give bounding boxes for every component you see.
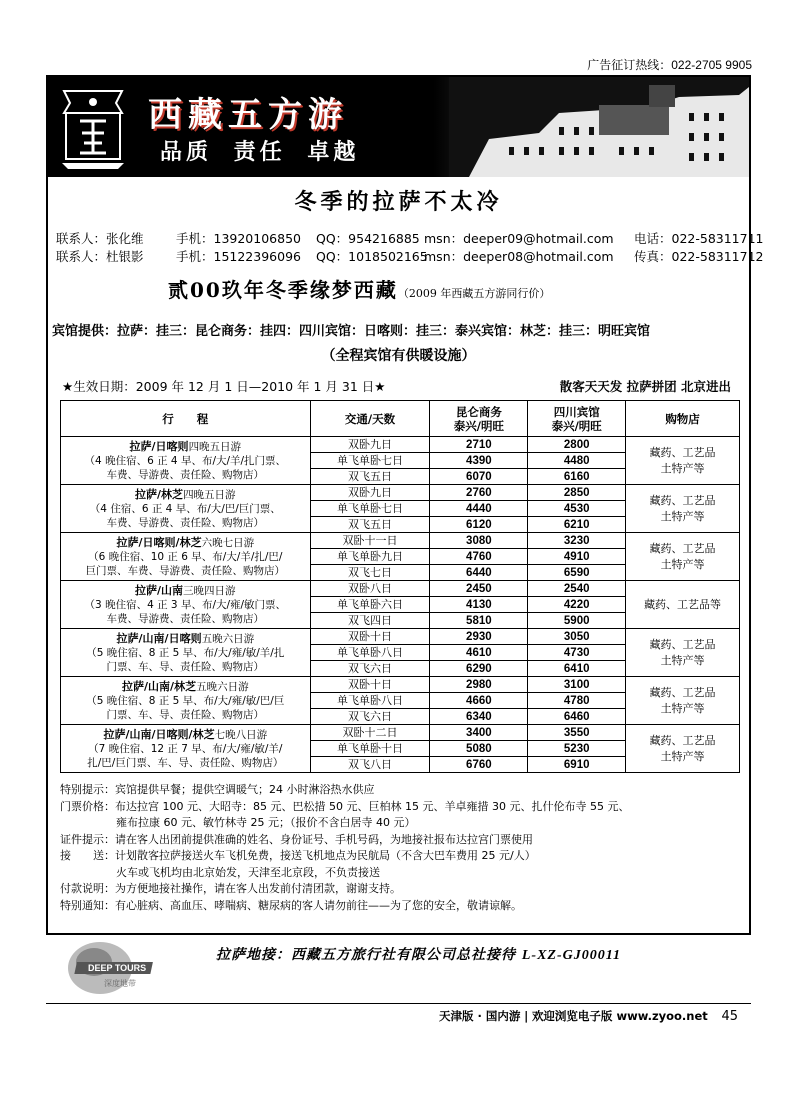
header-kunlun-line2: 泰兴/明旺	[453, 418, 504, 433]
price-kunlun: 2930	[430, 629, 528, 645]
route-title	[65, 584, 306, 598]
note-ticket: 门票价格：布达拉宫 100 元、大昭寺：85 元、巴松措 50 元、巨柏林 15 元、羊卓雍措 30 元、扎什伦布寺 55 元、	[60, 799, 630, 813]
shop-line: 藏药、工艺品	[649, 685, 716, 699]
price-sichuan: 2850	[528, 485, 626, 501]
banner-title: 西藏五方游	[148, 95, 348, 135]
transport-days: 单飞单卧六日	[310, 597, 430, 613]
contact-qq: QQ：1018502165	[316, 249, 428, 264]
table-row	[61, 485, 740, 501]
price-kunlun: 3080	[430, 533, 528, 549]
footer-slogan: 欢迎浏览电子版 www.zyoo.net	[531, 1009, 708, 1023]
route-includes-cont: 巨门票、车费、导游费、责任险、购物店）	[85, 564, 286, 577]
table-row	[61, 725, 740, 741]
header-shop: 购物店	[626, 401, 740, 437]
price-sichuan: 6910	[528, 757, 626, 773]
contact-mobile: 手机：13920106850	[176, 231, 301, 246]
price-sichuan: 4910	[528, 549, 626, 565]
transport-days: 单飞单卧七日	[310, 501, 430, 517]
notes-section	[60, 782, 740, 914]
banner	[48, 77, 749, 177]
price-kunlun: 6340	[430, 709, 528, 725]
transport-days: 单飞单卧八日	[310, 645, 430, 661]
transport-days: 双卧十二日	[310, 725, 430, 741]
shop-info	[626, 437, 740, 485]
route-includes-cont: 门票、车、导、责任险、购物店）	[106, 660, 265, 673]
route-name: 拉萨/山南/日喀则/林芝	[103, 727, 215, 741]
price-sichuan: 3550	[528, 725, 626, 741]
transport-days: 双飞五日	[310, 469, 430, 485]
route-duration: 五晚六日游	[201, 632, 255, 645]
page-number: 45	[721, 1009, 738, 1024]
route-title	[65, 440, 306, 454]
price-kunlun: 6290	[430, 661, 528, 677]
route-description	[61, 629, 311, 677]
price-kunlun: 4760	[430, 549, 528, 565]
shop-line: 藏药、工艺品	[649, 493, 716, 507]
shop-line-cont: 土特产等	[660, 653, 705, 667]
shop-line: 藏药、工艺品	[649, 637, 716, 651]
price-sichuan: 6210	[528, 517, 626, 533]
shop-line: 藏药、工艺品	[649, 541, 716, 555]
license-number: L-XZ-GJ00011	[521, 948, 621, 963]
route-includes: （5 晚住宿、8 正 5 早、布/大/雍/敏/巴/巨	[86, 694, 285, 707]
header-kunlun-line1: 昆仑商务	[455, 404, 502, 419]
transport-days: 双卧八日	[310, 581, 430, 597]
route-name: 拉萨/山南	[135, 583, 184, 597]
route-title	[65, 728, 306, 742]
route-duration: 五晚六日游	[196, 680, 249, 693]
footer-divider	[46, 1003, 751, 1004]
price-kunlun: 2450	[430, 581, 528, 597]
price-kunlun: 6120	[430, 517, 528, 533]
transport-days: 双卧十一日	[310, 533, 430, 549]
route-includes: （6 晚住宿、10 正 6 早、布/大/羊/扎/巴/	[88, 550, 283, 563]
price-kunlun: 2760	[430, 485, 528, 501]
header-sichuan	[528, 401, 626, 437]
contact-mobile: 手机：15122396096	[176, 249, 301, 264]
route-includes-cont: 车费、导游费、责任险、购物店）	[106, 516, 265, 529]
table-header-row	[61, 401, 740, 437]
heating-note: （全程宾馆有供暖设施）	[321, 348, 476, 364]
route-description	[61, 677, 311, 725]
advertisement-frame	[46, 75, 764, 963]
price-sichuan: 4480	[528, 453, 626, 469]
price-kunlun: 6760	[430, 757, 528, 773]
route-includes: （7 晚住宿、12 正 7 早、布/大/雍/敏/羊/	[88, 742, 283, 755]
transport-days: 双卧九日	[310, 485, 430, 501]
shop-line: 藏药、工艺品	[649, 445, 716, 459]
ad-hotline: 广告征订热线：022-2705 9905	[587, 58, 752, 72]
shop-line-cont: 土特产等	[660, 701, 705, 715]
price-kunlun: 4440	[430, 501, 528, 517]
price-sichuan: 4220	[528, 597, 626, 613]
shop-info	[626, 485, 740, 533]
contact-name: 联系人：杜银影	[56, 249, 144, 264]
table-row	[61, 629, 740, 645]
route-name: 拉萨/日喀则	[129, 439, 189, 453]
note-transfer: 接 送：计划散客拉萨接送火车飞机免费，接送飞机地点为民航局（不含大巴车费用 25 元/人）	[60, 849, 536, 862]
transport-days: 双飞六日	[310, 709, 430, 725]
route-title	[65, 680, 306, 694]
shop-line-cont: 土特产等	[660, 461, 705, 475]
route-duration: 四晚五日游	[183, 488, 236, 501]
deep-tours-logo-subtext: 深度地带	[104, 979, 136, 988]
contact-phone: 电话：022-58311711	[634, 231, 764, 246]
shop-info	[626, 629, 740, 677]
route-includes-cont: 扎/巴/巨门票、车、导、责任险、购物店）	[87, 756, 284, 769]
shop-line: 藏药、工艺品等	[644, 597, 722, 611]
price-sichuan: 6590	[528, 565, 626, 581]
sub-title-text: 贰00玖年冬季缘梦西藏	[168, 278, 398, 302]
main-title: 冬季的拉萨不太冷	[294, 189, 503, 215]
table-row	[61, 677, 740, 693]
price-kunlun: 3400	[430, 725, 528, 741]
validity-date: ★生效日期：2009 年 12 月 1 日—2010 年 1 月 31 日★	[62, 379, 386, 394]
contact-name: 联系人：张化维	[56, 231, 144, 246]
route-includes-cont: 门票、车、导、责任险、购物店）	[106, 708, 265, 721]
transport-days: 双卧十日	[310, 677, 430, 693]
price-kunlun: 5810	[430, 613, 528, 629]
transport-days: 单飞单卧九日	[310, 549, 430, 565]
shop-line-cont: 土特产等	[660, 749, 705, 763]
price-kunlun: 4660	[430, 693, 528, 709]
route-duration: 七晚八日游	[214, 728, 268, 741]
table-row	[61, 533, 740, 549]
route-includes: （4 晚住宿、6 正 4 早、布/大/羊/扎门票、	[84, 454, 287, 467]
price-kunlun: 4390	[430, 453, 528, 469]
price-sichuan: 6460	[528, 709, 626, 725]
route-name: 拉萨/山南/林芝	[122, 679, 197, 693]
route-title	[65, 488, 306, 502]
route-price-table	[60, 400, 740, 773]
route-description	[61, 533, 311, 581]
sub-title	[168, 274, 550, 303]
route-includes: （4 住宿、6 正 4 早、布/大/巴/巨门票、	[89, 502, 281, 515]
note-notice: 特别通知：有心脏病、高血压、哮喘病、糖尿病的客人请勿前往——为了您的安全，敬请谅解。	[60, 898, 522, 912]
route-description	[61, 437, 311, 485]
price-sichuan: 4530	[528, 501, 626, 517]
transport-days: 双卧十日	[310, 629, 430, 645]
footer-edition: 天津版 · 国内游	[439, 1009, 521, 1023]
price-sichuan: 5900	[528, 613, 626, 629]
price-kunlun: 6440	[430, 565, 528, 581]
header-kunlun	[430, 401, 528, 437]
price-sichuan: 6410	[528, 661, 626, 677]
transport-days: 双飞六日	[310, 661, 430, 677]
price-sichuan: 4730	[528, 645, 626, 661]
price-sichuan: 2800	[528, 437, 626, 453]
transport-days: 单飞单卧七日	[310, 453, 430, 469]
contact-fax: 传真：022-58311712	[634, 249, 764, 264]
shop-info	[626, 581, 740, 629]
price-kunlun: 4130	[430, 597, 528, 613]
price-sichuan: 4780	[528, 693, 626, 709]
route-name: 拉萨/日喀则/林芝	[116, 535, 202, 549]
price-sichuan: 2540	[528, 581, 626, 597]
price-kunlun: 2980	[430, 677, 528, 693]
contact-row-2	[56, 247, 764, 265]
route-title	[65, 536, 306, 550]
transport-days: 单飞单卧十日	[310, 741, 430, 757]
note-transfer-cont: 火车或飞机均由北京始发，天津至北京段，不负责接送	[116, 865, 380, 879]
shop-line-cont: 土特产等	[660, 509, 705, 523]
transport-days: 双飞八日	[310, 757, 430, 773]
header-sichuan-line2: 泰兴/明旺	[551, 418, 602, 433]
price-sichuan: 3050	[528, 629, 626, 645]
deep-tours-logo-icon	[60, 938, 170, 998]
note-special: 特别提示：宾馆提供早餐；提供空调暖气；24 小时淋浴热水供应	[60, 783, 375, 796]
banner-slogan: 品质 责任 卓越	[160, 140, 360, 165]
deep-tours-logo-text: DEEP TOURS	[88, 963, 147, 973]
departure-info: 散客天天发 拉萨拼团 北京进出	[559, 379, 731, 394]
route-includes-cont: 车费、导游费、责任险、购物店）	[106, 468, 265, 481]
price-sichuan: 3100	[528, 677, 626, 693]
price-sichuan: 5230	[528, 741, 626, 757]
note-ticket-cont: 雍布拉康 60 元、敏竹林寺 25 元；（报价不含白居寺 40 元）	[116, 816, 416, 829]
route-duration: 四晚五日游	[188, 440, 242, 453]
table-row	[61, 581, 740, 597]
transport-days: 双卧九日	[310, 437, 430, 453]
footer-divider-glyph: |	[524, 1009, 529, 1023]
reception-text: 拉萨地接：西藏五方旅行社有限公司总社接待	[216, 947, 516, 963]
route-includes: （5 晚住宿、8 正 5 早、布/大/雍/敏/羊/扎	[86, 646, 285, 659]
contact-msn: msn：deeper08@hotmail.com	[424, 249, 614, 264]
price-kunlun: 2710	[430, 437, 528, 453]
contact-msn: msn：deeper09@hotmail.com	[424, 231, 614, 246]
potala-palace-icon	[449, 77, 749, 177]
route-title	[65, 632, 306, 646]
note-id: 证件提示：请在客人出团前提供准确的姓名、身份证号、手机号码，为地接社报布达拉宫门票使用	[60, 832, 533, 846]
route-duration: 三晚四日游	[183, 584, 236, 597]
route-description	[61, 581, 311, 629]
price-sichuan: 6160	[528, 469, 626, 485]
route-name: 拉萨/林芝	[135, 487, 184, 501]
table-row	[61, 437, 740, 453]
transport-days: 双飞七日	[310, 565, 430, 581]
note-payment: 付款说明：为方便地接社操作，请在客人出发前付清团款，谢谢支持。	[60, 882, 401, 895]
header-route: 行 程	[61, 401, 311, 437]
route-includes: （3 晚住宿、4 正 3 早、布/大/雍/敏门票、	[84, 598, 287, 611]
route-name: 拉萨/山南/日喀则	[116, 631, 202, 645]
contact-qq: QQ：954216885	[316, 231, 420, 246]
header-transport: 交通/天数	[310, 401, 430, 437]
transport-days: 单飞单卧八日	[310, 693, 430, 709]
route-description	[61, 485, 311, 533]
shop-info	[626, 533, 740, 581]
hotels-info: 宾馆提供：拉萨：挂三：昆仑商务：挂四：四川宾馆：日喀则：挂三：泰兴宾馆：林芝：挂三：明旺宾馆	[52, 324, 651, 339]
shop-line-cont: 土特产等	[660, 557, 705, 571]
price-kunlun: 6070	[430, 469, 528, 485]
tibetan-emblem-icon	[58, 83, 128, 171]
price-sichuan: 3230	[528, 533, 626, 549]
header-sichuan-line1: 四川宾馆	[553, 404, 600, 419]
route-duration: 六晚七日游	[201, 536, 255, 549]
route-includes-cont: 车费、导游费、责任险、购物店）	[106, 612, 265, 625]
price-kunlun: 5080	[430, 741, 528, 757]
page-footer	[439, 1008, 738, 1024]
shop-info	[626, 725, 740, 773]
transport-days: 双飞四日	[310, 613, 430, 629]
shop-info	[626, 677, 740, 725]
route-description	[61, 725, 311, 773]
shop-line: 藏药、工艺品	[649, 733, 716, 747]
sub-title-note: （2009 年西藏五方游同行价）	[397, 287, 551, 300]
transport-days: 双飞五日	[310, 517, 430, 533]
contact-row-1	[56, 229, 764, 247]
price-kunlun: 4610	[430, 645, 528, 661]
